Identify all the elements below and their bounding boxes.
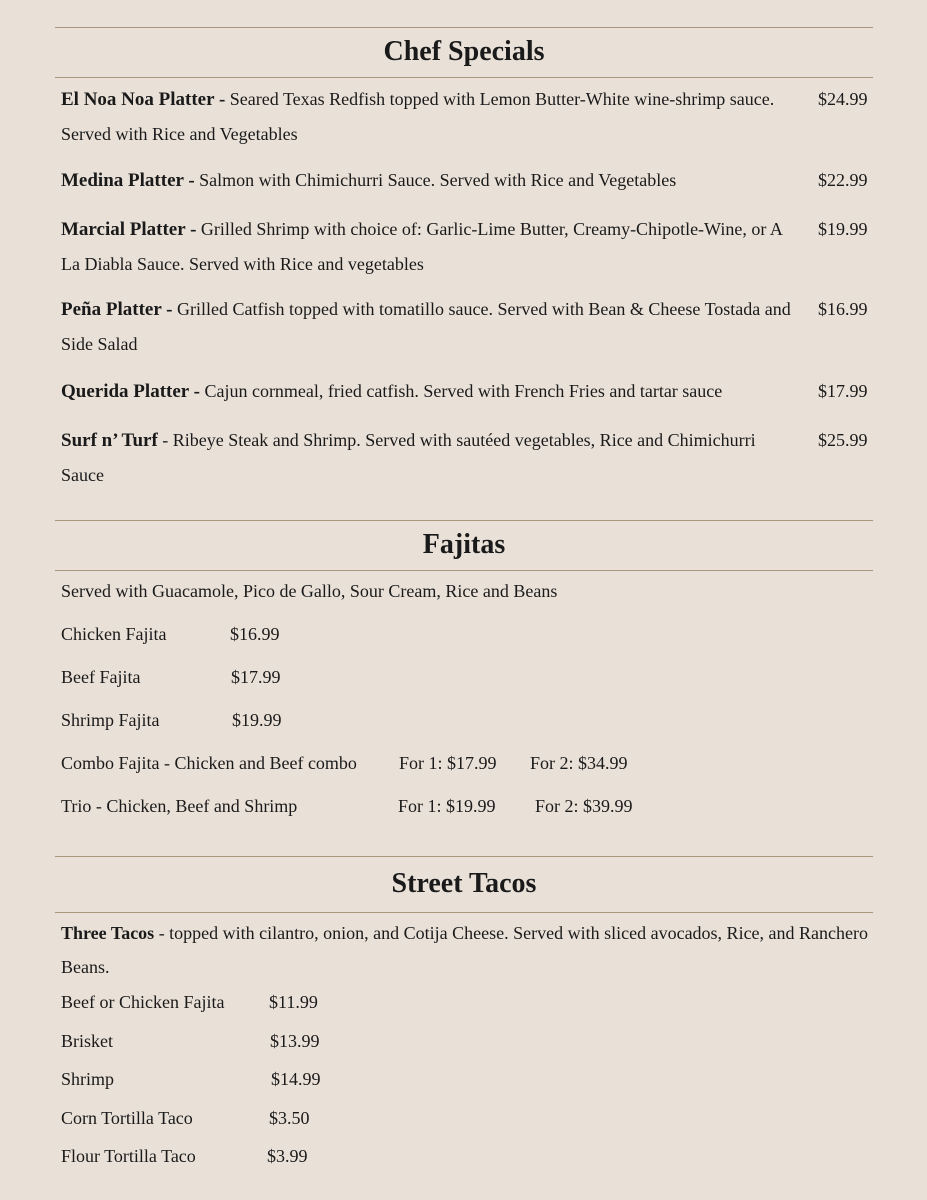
fajita-item-price: $16.99 [230,624,280,644]
taco-item-price: $14.99 [271,1069,321,1089]
dish-description: - Ribeye Steak and Shrimp. Served with sautéed vegetables, Rice and Chimichurri Sauce [61,430,756,485]
dish-name: Querida Platter - [61,381,200,402]
dish-description: Seared Texas Redfish topped with Lemon Butter-White wine-shrimp sauce. Served with Rice and Vegetables [61,89,775,144]
top-divider [55,27,873,28]
taco-item-price: $11.99 [269,992,318,1012]
menu-item-medina [61,163,801,198]
taco-item-price: $3.50 [269,1108,310,1128]
chef-specials-divider [55,77,873,78]
chef-specials-heading: Chef Specials [383,36,545,67]
fajita-combo-name: Trio - Chicken, Beef and Shrimp [61,796,298,816]
fajitas-intro: Served with Guacamole, Pico de Gallo, Sour Cream, Rice and Beans [61,581,558,601]
fajita-item-name: Beef Fajita [61,667,141,687]
dish-price: $19.99 [818,219,868,239]
dish-price: $16.99 [818,299,868,319]
street-tacos-top-divider [55,856,873,857]
menu-item-querida [61,374,801,409]
menu-item-marcial [61,212,801,281]
menu-item-pena [61,292,801,361]
dish-name: Marcial Platter - [61,219,197,240]
street-tacos-intro [61,916,871,984]
taco-item-name: Beef or Chicken Fajita [61,992,225,1012]
taco-item-name: Shrimp [61,1069,115,1089]
street-tacos-heading: Street Tacos [391,868,537,899]
dish-name: El Noa Noa Platter - [61,89,226,110]
fajita-combo-for1: For 1: $17.99 [399,753,497,773]
taco-item-name: Flour Tortilla Taco [61,1146,196,1166]
fajitas-top-divider [55,520,873,521]
dish-description: Grilled Catfish topped with tomatillo sauce. Served with Bean & Cheese Tostada and Side Salad [61,299,791,354]
fajita-item-name: Chicken Fajita [61,624,167,644]
dish-price: $22.99 [818,170,868,190]
dish-price: $17.99 [818,381,868,401]
taco-item-name: Brisket [61,1031,113,1051]
dish-name: Peña Platter - [61,299,173,320]
fajita-item-price: $17.99 [231,667,281,687]
fajita-combo-for2: For 2: $39.99 [535,796,633,816]
three-tacos-description: - topped with cilantro, onion, and Cotija Cheese. Served with sliced avocados, Rice, and Ranchero Beans. [61,923,868,977]
menu-item-el-noa-noa [61,82,801,151]
fajita-item-name: Shrimp Fajita [61,710,160,730]
taco-item-name: Corn Tortilla Taco [61,1108,193,1128]
dish-price: $25.99 [818,430,868,450]
fajitas-divider [55,570,873,571]
three-tacos-label: Three Tacos [61,923,155,943]
dish-price: $24.99 [818,89,868,109]
taco-item-price: $13.99 [270,1031,320,1051]
fajita-item-price: $19.99 [232,710,282,730]
street-tacos-divider [55,912,873,913]
dish-description: Salmon with Chimichurri Sauce. Served with Rice and Vegetables [194,170,677,190]
dish-name: Medina Platter - [61,170,195,191]
dish-name: Surf n’ Turf [61,430,158,451]
fajita-combo-for2: For 2: $34.99 [530,753,628,773]
dish-description: Cajun cornmeal, fried catfish. Served with French Fries and tartar sauce [199,381,723,401]
fajita-combo-name: Combo Fajita - Chicken and Beef combo [61,753,357,773]
fajita-combo-for1: For 1: $19.99 [398,796,496,816]
taco-item-price: $3.99 [267,1146,308,1166]
fajitas-heading: Fajitas [422,529,506,560]
dish-description: Grilled Shrimp with choice of: Garlic-Lime Butter, Creamy-Chipotle-Wine, or A La Diabla Sauce. Served with Rice and vegetables [61,219,782,274]
menu-item-surf-n-turf [61,423,801,492]
